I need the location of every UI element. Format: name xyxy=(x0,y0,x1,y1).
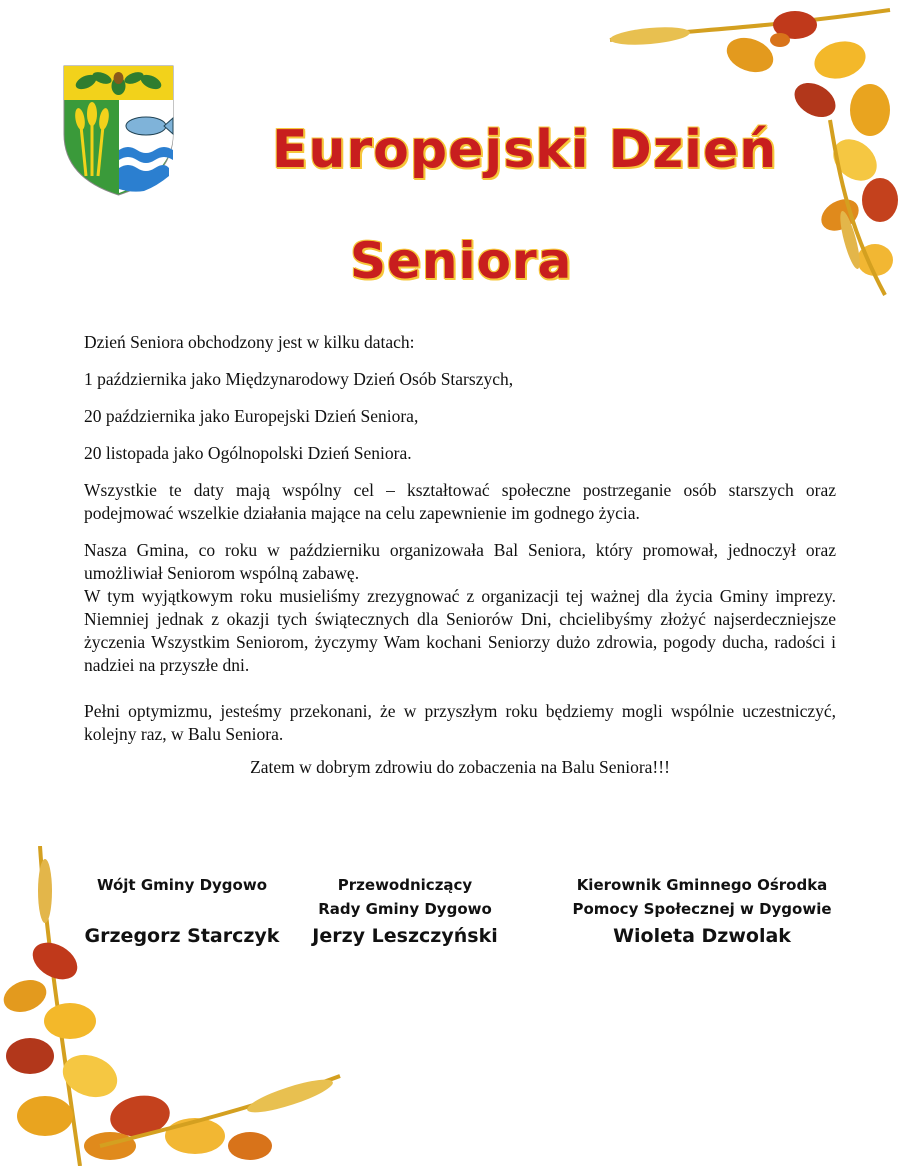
signature-role-line-2: Pomocy Społecznej w Dygowie xyxy=(572,900,832,918)
signature-name: Grzegorz Starczyk xyxy=(84,925,280,947)
paragraph-date-2: 20 października jako Europejski Dzień Seniora, xyxy=(84,406,419,426)
signature-role-line-2: Rady Gminy Dygowo xyxy=(318,900,492,918)
paragraph-optimism: Pełni optymizmu, jesteśmy przekonani, że w przyszłym roku będziemy mogli wspólnie uczestniczyć, kolejny raz, w Balu Seniora. xyxy=(84,701,836,744)
signature-mayor xyxy=(82,873,282,949)
page-title-line-1: Europejski Dzień xyxy=(272,120,778,180)
paragraph-date-3: 20 listopada jako Ogólnopolski Dzień Seniora. xyxy=(84,443,412,463)
paragraph-common-goal: Wszystkie te daty mają wspólny cel – kształtować społeczne postrzeganie osób starszych oraz podejmować wszelkie działania mające na celu zapewnienie im godnego życia. xyxy=(84,480,836,523)
signature-role-line-2 xyxy=(82,897,282,921)
signature-role: Przewodniczący xyxy=(337,876,473,894)
paragraph-date-1: 1 października jako Międzynarodowy Dzień Osób Starszych, xyxy=(84,369,514,389)
signature-role: Wójt Gminy Dygowo xyxy=(96,876,268,894)
signature-role: Kierownik Gminnego Ośrodka xyxy=(576,876,828,894)
paragraph-closing: Zatem w dobrym zdrowiu do zobaczenia na Balu Seniora!!! xyxy=(250,757,670,777)
page-title-line-2: Seniora xyxy=(350,232,573,290)
municipal-crest-icon xyxy=(62,64,175,197)
letter-body xyxy=(84,331,836,779)
signature-name: Wioleta Dzwolak xyxy=(613,925,791,947)
paragraph-intro: Dzień Seniora obchodzony jest w kilku datach: xyxy=(84,332,415,352)
signature-name: Jerzy Leszczyński xyxy=(312,925,498,947)
paragraph-ball: Nasza Gmina, co roku w październiku organizowała Bal Seniora, który promował, jednoczył oraz umożliwiał Seniorom wspólną zabawę. xyxy=(84,540,836,583)
paragraph-this-year: W tym wyjątkowym roku musieliśmy zrezygnować z organizacji tej ważnej dla życia Gminy imprezy. Niemniej jednak z okazji tych świątecznych dla Seniorów Dni, chcielibyśmy złożyć najserdeczniejsze życzenia Wszystkim Seniorom, życzymy Wam kochani Seniorzy dużo zdrowia, pogody ducha, radości i nadziei na przyszłe dni. xyxy=(84,586,836,675)
signature-social-center-head xyxy=(560,873,844,949)
signature-council-chair xyxy=(300,873,510,949)
